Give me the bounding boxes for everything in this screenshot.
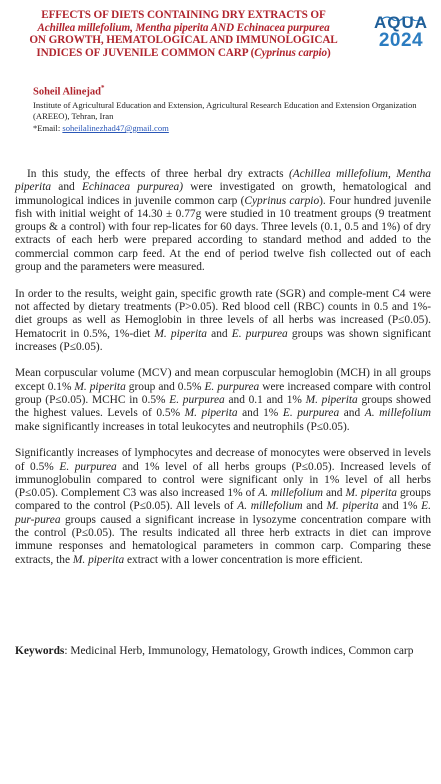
keywords-text: : Medicinal Herb, Immunology, Hematology, Growth indices, Common carp <box>64 645 414 657</box>
p3-t5: E. purpurea <box>169 394 225 407</box>
p3-t4: were increased compare with control group (P≤0.05). MCHC in 0.5% <box>15 380 431 407</box>
title-species-achillea: Achillea millefolium <box>37 21 131 34</box>
p3-t10: and 1% <box>237 407 283 420</box>
title-species-cyprinus: Cyprinus carpio <box>254 46 328 59</box>
p1-t2: and <box>51 181 82 194</box>
p4-t10: and 1% <box>378 500 422 513</box>
p4-t7: A. millefolium <box>237 500 303 513</box>
p4-t4: and <box>322 487 346 500</box>
p4-t13: M. piperita <box>72 553 125 566</box>
title-line-4-prefix: INDICES OF JUVENILE COMMON CARP ( <box>36 46 255 59</box>
author-name <box>33 84 104 98</box>
abstract-paragraph-1 <box>15 168 431 274</box>
p3-t2: group and 0.5% <box>125 380 205 393</box>
title-line-1: EFFECTS OF DIETS CONTAINING DRY EXTRACTS OF <box>41 9 326 21</box>
title-line-2 <box>6 22 361 35</box>
p1-t0: In this study, the effects of three herbal dry extracts <box>27 168 289 180</box>
p2-t1: M. piperita <box>154 327 207 340</box>
p3-t14: make significantly increases in total leukocytes and neutrophils (P≤0.05). <box>15 420 350 433</box>
author-mark: * <box>100 84 105 92</box>
author-name-text: Soheil Alinejad <box>33 86 101 98</box>
title-line-4-suffix: ) <box>327 46 331 59</box>
p1-t6: ). Four hundred juvenile fish with initial weight of 14.30 ± 0.77g were studied in 10 treatment groups (9 treatment groups & a control) with four rep-licates for 60 days. Three levels (0.1, 0.5 and 1%) of dry extracts of each herb were prepared according to standard method and added to the commercial common carp feed. At the end of period twelve fish collected out of each group and the parameters were measured. <box>15 194 431 274</box>
logo-word: AQUA <box>373 13 429 32</box>
title-species-mentha: Mentha piperita <box>135 21 209 34</box>
p4-t2: and 1% level of all herbs groups (P≤0.05). Increased levels of immunoglobulin compared to control were significant only in 1% level of all herbs (P≤0.05). Complement C3 was also increased 1% of <box>15 460 431 500</box>
p3-t11: E. purpurea <box>282 407 340 420</box>
p1-t5: Cyprinus carpio <box>244 194 320 207</box>
title-species-echinacea: Echinacea purpurea <box>236 21 330 34</box>
title-and: AND <box>208 21 237 34</box>
p2-t4: groups was shown significant increases (P≤0.05). <box>15 327 431 353</box>
p1-t1: (Achillea millefolium, Mentha piperita <box>15 168 431 194</box>
p3-t0: Mean corpuscular volume (MCV) and mean corpuscular hemoglobin (MCH) in all groups except 0.1% <box>15 367 431 393</box>
title-sep: , <box>130 21 136 34</box>
p4-t8: and <box>302 500 327 513</box>
email-link[interactable]: soheilalinezhad47@gmail.com <box>62 123 169 133</box>
affiliation: Institute of Agricultural Education and Extension, Agricultural Research Education and Extension Organization (AREEO), Tehran, Iran <box>33 100 417 121</box>
p4-t3: A. millefolium <box>258 487 323 500</box>
p4-t9: M. piperita <box>326 500 379 513</box>
title-line-4 <box>6 47 361 60</box>
p4-t0: Significantly increases of lymphocytes and decrease of monocytes were observed in levels of 0.5% <box>15 447 431 473</box>
paper-title <box>6 9 361 59</box>
abstract-paragraph-3 <box>15 367 431 433</box>
p1-t3: Echinacea purpurea) <box>81 181 184 194</box>
keywords-label: Keywords <box>15 645 65 657</box>
p3-t6: and 0.1 and 1% <box>224 394 306 407</box>
p4-t6: groups compared to the control (P≤0.05). All levels of <box>15 487 431 513</box>
p3-t13: A. millefolium <box>364 407 431 420</box>
p3-t9: M. piperita <box>184 407 238 420</box>
abstract-paragraph-2 <box>15 288 431 354</box>
email-line <box>33 123 169 133</box>
p3-t12: and <box>339 407 365 420</box>
abstract <box>15 168 431 580</box>
keywords <box>15 644 431 659</box>
p2-t2: and <box>206 327 232 340</box>
p4-t12: groups caused a significant increase in lysozyme concentration compare with the control (P≤0.05). The results indicated all three herb extracts in diet can improve immune responses and hematological parameters in common carp. Comparing these extracts, the <box>15 513 431 566</box>
aqua-2024-logo <box>366 14 436 54</box>
p1-t4: were investigated on growth, hematological and immunological indices in juvenile common carp ( <box>15 181 431 207</box>
p3-t1: M. piperita <box>74 380 126 393</box>
p3-t8: groups showed the highest values. Levels of 0.5% <box>15 394 431 420</box>
abstract-paragraph-4 <box>15 447 431 567</box>
p4-t11: E. pur-purea <box>15 500 431 526</box>
p2-t0: In order to the results, weight gain, specific growth rate (SGR) and comple-ment C4 were not affected by dietary treatments (P>0.05). Red blood cell (RBC) counts in 0.5 and 1%-diet groups as well as Hemoglobin in three levels of all herbs was increased (P≤0.05). Hematocrit in 0.5%, 1%-diet <box>15 287 431 340</box>
logo-year: 2024 <box>378 30 424 51</box>
p3-t7: M. piperita <box>305 394 358 407</box>
p2-t3: E. purpurea <box>231 327 288 340</box>
title-line-3: ON GROWTH, HEMATOLOGICAL AND IMMUNOLOGICAL <box>29 34 338 47</box>
p4-t14: extract with a lower concentration is more efficient. <box>124 553 363 566</box>
p4-t5: M. piperita <box>345 487 397 500</box>
p4-t1: E. purpurea <box>59 460 117 473</box>
email-label: *Email: <box>33 123 63 133</box>
p3-t3: E. purpurea <box>204 380 260 393</box>
